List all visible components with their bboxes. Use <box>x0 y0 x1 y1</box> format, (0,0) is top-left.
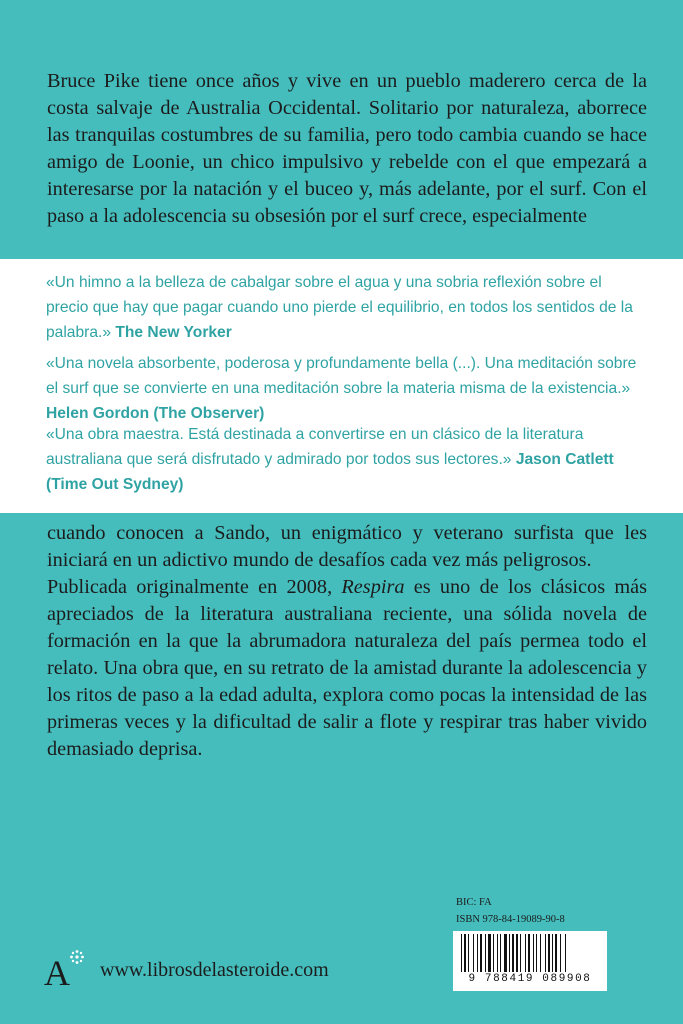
publisher-logo <box>44 949 84 989</box>
quote-new-yorker <box>46 270 646 345</box>
quote-source: The New Yorker <box>115 324 232 341</box>
barcode <box>453 931 607 991</box>
svg-text:A: A <box>44 953 70 989</box>
quote-observer <box>46 351 646 426</box>
barcode-bars <box>453 931 607 975</box>
synopsis-publication-paragraph <box>47 574 647 763</box>
book-codes <box>456 894 565 928</box>
publisher-website: www.librosdelasteroide.com <box>100 959 329 981</box>
synopsis-top-paragraph: Bruce Pike tiene once años y vive en un pueblo maderero cerca de la costa salvaje de Australia Occidental. Solitario por naturaleza, aborrece las tranquilas costumbres de su familia, pero todo cambia cuando se hace amigo de Loonie, un chico impulsivo y rebelde con el que empezará a interesarse por la natación y el buceo y, más adelante, por el surf. Con el paso a la adolescencia su obsesión por el surf crece, especialmente <box>47 70 647 227</box>
quote-source: Helen Gordon (The Observer) <box>46 405 265 422</box>
synopsis-continuation: cuando conocen a Sando, un enigmático y veterano surfista que les iniciará en un adictivo mundo de desafíos cada vez más peligrosos. <box>47 522 647 571</box>
quote-source: Jason Catlett (Time Out Sydney) <box>46 451 614 493</box>
isbn-code: ISBN 978-84-19089-90-8 <box>456 914 565 925</box>
book-title: Respira <box>341 576 405 598</box>
quote-time-out <box>46 422 646 497</box>
paragraph-text: es uno de los clásicos más apreciados de la literatura australiana reciente, una sólida novela de formación en la que la abrumadora naturaleza del país permea todo el relato. Una obra que, en su retrato de la amistad durante la adolescencia y los ritos de paso a la edad adulta, explora como pocas la intensidad de las primeras veces y la dificultad de salir a flote y respirar tras haber vivido demasiado deprisa. <box>47 576 648 760</box>
quote-text: «Una novela absorbente, poderosa y profundamente bella (...). Una meditación sobre el surf que se convierte en una meditación sobre la materia misma de la existencia.» <box>46 355 637 397</box>
quote-text: «Una obra maestra. Está destinada a convertirse en un clásico de la literatura australiana que será disfrutado y admirado por todos sus lectores.» <box>46 426 584 468</box>
synopsis-bottom <box>47 520 647 763</box>
quote-text: «Un himno a la belleza de cabalgar sobre el agua y una sobria reflexión sobre el precio que hay que pagar cuando uno pierde el equilibrio, en todos los sentidos de la palabra.» <box>46 274 633 341</box>
quotes-band <box>0 259 683 513</box>
bic-code: BIC: FA <box>456 897 492 908</box>
paragraph-text: Publicada originalmente en 2008, <box>47 576 342 598</box>
barcode-digits: 9 788419 089908 <box>468 973 592 985</box>
